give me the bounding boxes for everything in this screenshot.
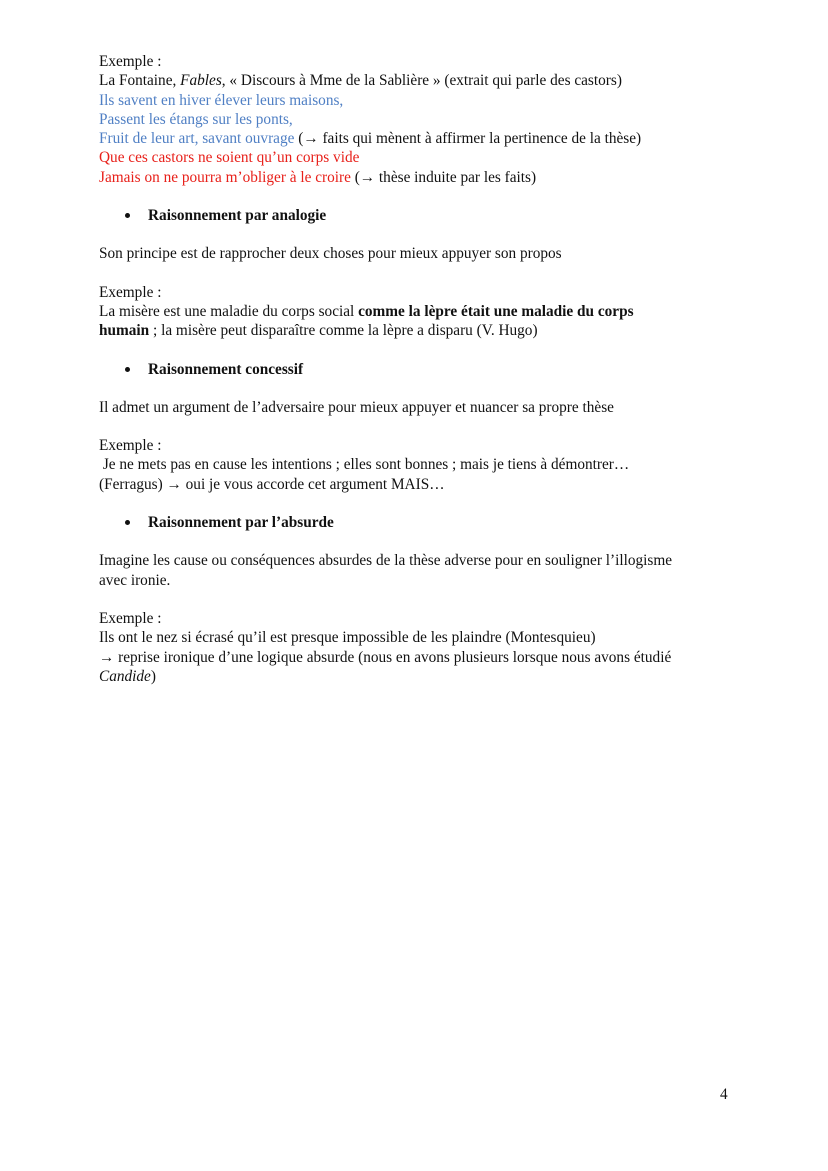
heading-text: Raisonnement par analogie bbox=[148, 207, 327, 225]
heading-text: Raisonnement par l’absurde bbox=[148, 514, 334, 532]
source-work-title: Fables bbox=[180, 72, 222, 90]
poem-line-2: Passent les étangs sur les ponts, bbox=[99, 110, 293, 128]
bullet-icon bbox=[125, 367, 130, 372]
source-citation bbox=[99, 71, 739, 90]
heading-text: Raisonnement concessif bbox=[148, 360, 304, 378]
source-detail: , « Discours à Mme de la Sablière » (extrait qui parle des castors) bbox=[221, 72, 622, 90]
bullet-icon bbox=[125, 520, 130, 525]
document-body bbox=[99, 52, 739, 686]
example-text: ; la misère peut disparaître comme la lèpre a disparu (V. Hugo) bbox=[149, 322, 538, 340]
poem-line-3: Fruit de leur art, savant ouvrage bbox=[99, 130, 295, 148]
example-concessif-line-2: (Ferragus) → oui je vous accorde cet argument MAIS… bbox=[99, 475, 445, 493]
example-absurde-line-2: → reprise ironique d’une logique absurde (nous en avons plusieurs lorsque nous avons étudié bbox=[99, 648, 672, 666]
example-label: Exemple : bbox=[99, 437, 162, 455]
section-deduction-example bbox=[99, 52, 739, 187]
example-concessif-line-1: Je ne mets pas en cause les intentions ; elles sont bonnes ; mais je tiens à démontrer… bbox=[99, 456, 630, 474]
source-author: La Fontaine, bbox=[99, 72, 181, 90]
heading-concessif bbox=[99, 360, 739, 379]
example-absurde-line-3 bbox=[99, 667, 739, 686]
example-label: Exemple : bbox=[99, 609, 162, 627]
heading-analogie bbox=[99, 206, 739, 225]
page-number: 4 bbox=[720, 1086, 728, 1103]
example-bold-text: comme la lèpre était une maladie du corps bbox=[358, 302, 634, 320]
heading-absurde bbox=[99, 513, 739, 532]
example-analogie-line-1 bbox=[99, 302, 739, 321]
example-absurde-line-1: Ils ont le nez si écrasé qu’il est presque impossible de les plaindre (Montesquieu) bbox=[99, 629, 596, 647]
poem-line-3-row bbox=[99, 129, 739, 148]
poem-line-5: Jamais on ne pourra m’obliger à le croire bbox=[99, 168, 351, 186]
example-label: Exemple : bbox=[99, 283, 162, 301]
poem-note-1: (→ faits qui mènent à affirmer la pertinence de la thèse) bbox=[294, 130, 642, 148]
principle-absurde-line-1: Imagine les cause ou conséquences absurdes de la thèse adverse pour en souligner l’illogisme bbox=[99, 552, 673, 570]
closing-paren: ) bbox=[150, 667, 156, 685]
example-bold-text: humain bbox=[99, 322, 150, 340]
example-label: Exemple : bbox=[99, 53, 162, 70]
poem-line-4: Que ces castors ne soient qu’un corps vide bbox=[99, 149, 360, 167]
bullet-icon bbox=[125, 213, 130, 218]
principle-absurde-line-2: avec ironie. bbox=[99, 571, 171, 589]
work-title: Candide bbox=[99, 667, 151, 685]
poem-note-2: (→ thèse induite par les faits) bbox=[350, 168, 537, 186]
poem-line-5-row bbox=[99, 168, 739, 187]
example-analogie-line-2 bbox=[99, 321, 739, 340]
principle-analogie: Son principe est de rapprocher deux choses pour mieux appuyer son propos bbox=[99, 245, 562, 263]
principle-concessif: Il admet un argument de l’adversaire pour mieux appuyer et nuancer sa propre thèse bbox=[99, 398, 614, 416]
poem-line-1: Ils savent en hiver élever leurs maisons, bbox=[99, 91, 344, 109]
example-text: La misère est une maladie du corps social bbox=[99, 302, 359, 320]
